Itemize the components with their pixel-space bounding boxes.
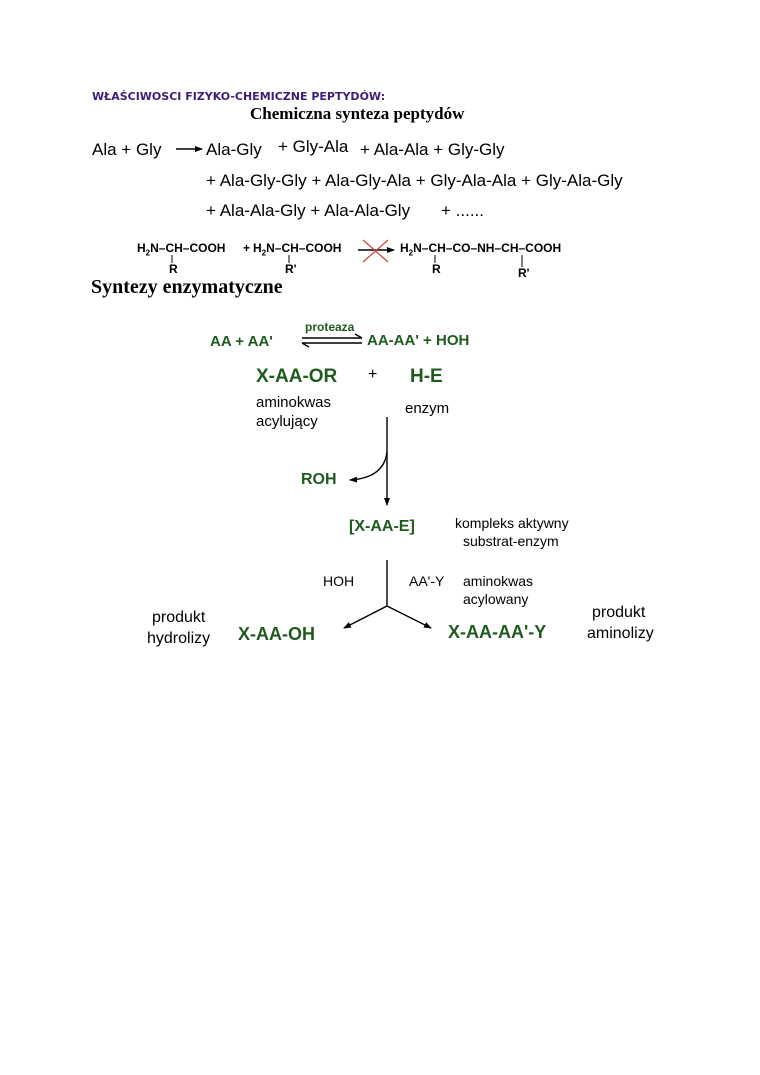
side-chain-r-c: R — [432, 262, 441, 276]
enzymatic-synthesis-title: Syntezy enzymatyczne — [91, 276, 283, 298]
substrate-formula: X-AA-OR — [256, 366, 338, 387]
enzyme-desc: enzym — [405, 400, 450, 417]
reaction-line-1-product-a: Ala-Gly — [206, 140, 262, 159]
active-complex: [X-AA-E] — [349, 518, 415, 535]
aa-y-reagent: AA'-Y — [409, 573, 445, 589]
hydrolysis-label-1: produkt — [152, 609, 206, 626]
roh-leaving-group: ROH — [301, 471, 337, 488]
aminolysis-product: X-AA-AA'-Y — [448, 622, 547, 642]
side-chain-r-b: R' — [285, 262, 297, 276]
roh-branch-arrow — [350, 452, 387, 480]
reaction-line-1-product-c: + Ala-Ala + Gly-Gly — [360, 140, 505, 159]
substrate-plus: + — [368, 366, 378, 383]
hydrolysis-product: X-AA-OH — [238, 624, 315, 644]
plus-sign: + — [243, 241, 251, 255]
reactant-a-formula: $H_2N-CH$–COOH — [137, 241, 226, 258]
section-heading: WŁAŚCIWOSCI FIZYKO-CHEMICZNE PEPTYDÓW: — [92, 90, 386, 103]
acylated-desc-1: aminokwas — [463, 573, 534, 589]
reaction-line-1-product-b: + Gly-Ala — [278, 137, 349, 156]
side-chain-r-d: R' — [518, 266, 530, 280]
aminolysis-arrow — [387, 606, 431, 628]
reaction-line-3b: + ...... — [441, 201, 484, 220]
reaction-line-1-reactants: Ala + Gly — [92, 140, 162, 159]
substrate-desc-1: aminokwas — [256, 394, 332, 411]
hydrolysis-label-2: hydrolizy — [147, 630, 211, 647]
side-chain-r-a: R — [169, 262, 178, 276]
complex-desc-1: kompleks aktywny — [455, 515, 569, 531]
aminolysis-label-2: aminolizy — [587, 625, 654, 642]
chemical-synthesis-title: Chemiczna synteza peptydów — [250, 104, 465, 123]
complex-desc-2: substrat-enzym — [463, 533, 559, 549]
dipeptide-formula: $H_2N-CH-CO-NH-CH$–COOH — [400, 241, 562, 258]
enzyme-formula: H-E — [410, 366, 443, 387]
equilibrium-reactants: AA + AA' — [210, 333, 273, 350]
acylated-desc-2: acylowany — [463, 591, 529, 607]
reaction-line-2: + Ala-Gly-Gly + Ala-Gly-Ala + Gly-Ala-Ala + Gly-Ala-Gly — [206, 171, 623, 190]
protease-label: proteaza — [305, 320, 355, 334]
hydrolysis-arrow — [344, 606, 387, 628]
aminolysis-label-1: produkt — [592, 604, 646, 621]
reactant-b-formula: $H_2N-CH$–COOH — [253, 241, 342, 258]
equilibrium-products: AA-AA' + HOH — [367, 332, 470, 349]
substrate-desc-2: acylujący — [256, 413, 318, 430]
reaction-line-3a: + Ala-Ala-Gly + Ala-Ala-Gly — [206, 201, 411, 220]
hoh-reagent: HOH — [323, 573, 355, 589]
